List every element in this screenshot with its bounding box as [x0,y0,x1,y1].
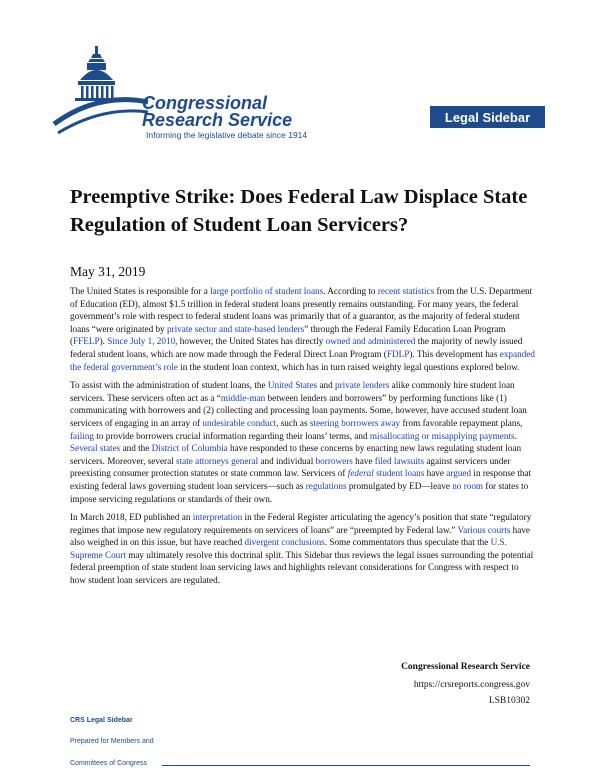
inline-link[interactable]: District of Columbia [151,443,228,454]
inline-link[interactable]: borrowers [315,455,353,466]
inline-link[interactable]: no room [452,480,484,491]
inline-link[interactable]: FDLP [386,348,410,359]
inline-link[interactable]: large portfolio of student loans [210,286,324,296]
paragraph: In March 2018, ED published an interpretation in the Federal Register articulating the agency’s position that state “regulatory regimes that impose new regulatory requirements on servicers of loans” are “preempted by Federal law.” Various courts have also weighed in on this issue, but have reached divergent conclusions. Some commentators thus speculate that the U.S. Supreme Court may ultimately resolve this doctrinal split. This Sidebar thus reviews the legal issues surrounding the potential federal preemption of state student loan servicing laws and highlights relevant considerations for Congress with respect to how student loan servicers are regulated. [70,512,534,586]
inline-link[interactable]: argued [446,468,472,479]
report-id: LSB10302 [488,696,530,706]
signature-url[interactable]: https://crsreports.congress.gov [413,680,530,690]
footer-committees: Committees of Congress [70,760,148,767]
org-name [142,95,292,129]
org-name-line2: Research Service [142,110,293,130]
legal-sidebar-badge: Legal Sidebar [430,106,545,128]
inline-link[interactable]: steering borrowers away [309,417,401,428]
footer-series: CRS Legal Sidebar [70,717,133,724]
org-name-line1: Congressional [142,93,268,113]
inline-link[interactable]: interpretation [192,512,243,523]
page-title: Preemptive Strike: Does Federal Law Displace State Regulation of Student Loan Servicers? [70,186,528,236]
inline-link[interactable]: federal [347,468,374,479]
inline-link[interactable]: student loans [376,468,425,479]
inline-link[interactable]: United States [267,380,318,391]
footer-prepared: Prepared for Members and [70,738,154,745]
inline-link[interactable]: failing [70,430,94,441]
inline-link[interactable]: misallocating or misapplying payments [369,430,515,441]
inline-link[interactable]: Several states [70,443,121,454]
inline-link[interactable]: filed lawsuits [374,455,425,466]
inline-link[interactable]: FFELP [73,336,100,347]
org-tagline: Informing the legislative debate since 1914 [146,130,308,140]
paragraph: The United States is responsible for a large portfolio of student loans. According to recent statistics from the U.S. Department of Education (ED), almost $1.5 trillion in federal student loans presently remains outstanding. For many years, the federal government’s role with respect to federal student loans was primarily that of a guarantor, as the majority of federal student loans “were originated by private sector and state-based lenders” through the Federal Family Education Loan Program (FFELP). Since July 1, 2010, however, the United States has directly owned and administered the majority of newly issued federal student loans, which are now made through the Federal Direct Loan Program (FDLP). This development has expanded the federal government’s role in the student loan context, which has in turn raised weighty legal questions explored below. [70,286,535,372]
article-body [70,285,535,593]
inline-link[interactable]: owned and administered [325,336,416,347]
inline-link[interactable]: undesirable conduct [202,417,277,428]
inline-link[interactable]: regulations [305,480,347,491]
inline-link[interactable]: state attorneys general [176,455,259,466]
paragraph: To assist with the administration of student loans, the United States and private lenders alike commonly hire student loan servicers. These servicers often act as a “middle-man between lenders and borrowers” by performing functions like (1) communicating with borrowers and (2) collecting and processing loan payments. Some, however, have accused student loan servicers of engaging in an array of undesirable conduct, such as steering borrowers away from favorable repayment plans, failing to provide borrowers crucial information regarding their loans’ terms, and misallocating or misapplying payments. Several states and the District of Columbia have responded to these concerns by enacting new laws regulating student loan servicers. Moreover, several state attorneys general and individual borrowers have filed lawsuits against servicers under preexisting consumer protection statutes or state common law. Servicers of federal student loans have argued in response that existing federal laws governing student loan servicers—such as regulations promulgated by ED—leave no room for states to impose servicing regulations or standards of their own. [70,380,532,504]
inline-link[interactable]: middle-man [220,392,266,403]
inline-link[interactable]: recent statistics [377,286,435,296]
footer-rule [162,765,530,766]
inline-link[interactable]: Since July 1, 2010 [107,336,176,347]
inline-link[interactable]: expanded the federal government’s role [70,348,535,372]
signature-org: Congressional Research Service [401,662,530,672]
crs-capitol-logo [50,40,150,140]
inline-link[interactable]: divergent conclusions [244,537,325,548]
inline-link[interactable]: private sector and state-based lenders [166,323,305,334]
inline-link[interactable]: Various courts [457,524,511,535]
inline-link[interactable]: private lenders [335,380,390,391]
inline-link[interactable]: U.S. Supreme Court [70,537,507,560]
publication-date: May 31, 2019 [70,264,146,279]
